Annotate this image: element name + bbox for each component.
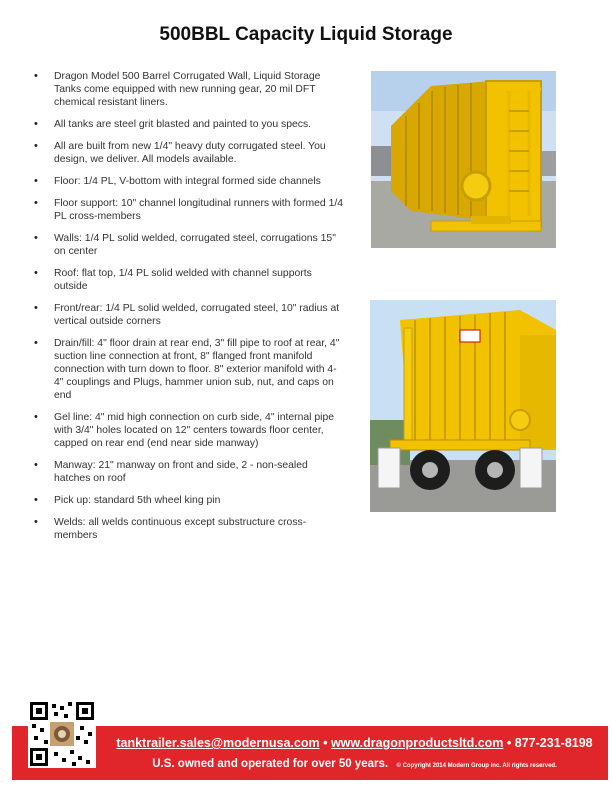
list-item-text: Floor: 1/4 PL, V-bottom with integral formed side channels [54,176,321,187]
bullet-dot: • [34,302,38,314]
bullet-dot: • [34,267,38,279]
tank-rear-photo [370,300,556,512]
list-item-text: Walls: 1/4 PL solid welded, corrugated steel, corrugations 15" on center [54,233,336,257]
list-item-text: Front/rear: 1/4 PL solid welded, corrugated steel, 10" radius at vertical outside corners [54,303,340,327]
bullet-dot: • [34,459,38,471]
bullet-dot: • [34,118,38,130]
copyright: © Copyright 2014 Modern Group Inc. All rights reserved. [396,763,557,769]
qr-code[interactable] [28,700,96,768]
list-item [28,494,346,507]
list-item [28,197,346,223]
list-item [28,516,346,542]
bullet-dot: • [34,411,38,423]
list-item [28,175,346,188]
list-item-text: Dragon Model 500 Barrel Corrugated Wall, Liquid Storage Tanks come equipped with new running gear, 20 mil DFT chemical resistant liners. [54,71,321,108]
spec-list [28,70,346,551]
tagline: U.S. owned and operated for over 50 years. [152,758,389,770]
bullet-dot: • [34,516,38,528]
tank-front-illustration [371,71,556,248]
footer-bar [12,726,608,780]
list-item [28,70,346,109]
separator: • [323,736,328,750]
tagline-line [107,754,602,772]
bullet-dot: • [34,337,38,349]
list-item [28,267,346,293]
tank-rear-illustration [370,300,556,512]
tank-front-photo [371,71,556,248]
list-item [28,459,346,485]
bullet-dot: • [34,175,38,187]
list-item [28,232,346,258]
list-item [28,337,346,402]
list-item-text: Floor support: 10" channel longitudinal runners with formed 1/4 PL cross-members [54,198,344,222]
list-item-text: Roof: flat top, 1/4 PL solid welded with channel supports outside [54,268,312,292]
website-link[interactable]: www.dragonproductsltd.com [330,736,504,750]
bullet-dot: • [34,232,38,244]
list-item-text: Drain/fill: 4" floor drain at rear end, 3" fill pipe to roof at rear, 4" suction line connection at front, 8" flanged front manifold connection with turn down to floor. 8" exterior manifold with 4-4" couplings and Plugs, hammer union sub, nut, and caps on end [54,338,340,401]
qr-code-icon [28,700,96,768]
contact-line [107,736,602,750]
list-item [28,118,346,131]
list-item [28,411,346,450]
list-item-text: All are built from new 1/4" heavy duty corrugated steel. You design, we deliver. All models available. [54,141,326,165]
list-item-text: All tanks are steel grit blasted and painted to you specs. [54,119,312,130]
phone-number: 877-231-8198 [514,736,593,750]
list-item-text: Welds: all welds continuous except substructure cross-members [54,517,307,541]
list-item-text: Manway: 21" manway on front and side, 2 - non-sealed hatches on roof [54,460,308,484]
bullet-dot: • [34,70,38,82]
list-item [28,302,346,328]
list-item-text: Pick up: standard 5th wheel king pin [54,495,221,506]
list-item-text: Gel line: 4" mid high connection on curb side, 4" internal pipe with 3/4" holes located on 12" centers towards floor center, capped on rear end (end near side manway) [54,412,335,449]
separator: • [506,736,512,750]
list-item [28,140,346,166]
email-link[interactable]: tanktrailer.sales@modernusa.com [116,736,320,750]
bullet-dot: • [34,197,38,209]
bullet-dot: • [34,140,38,152]
page-title: 500BBL Capacity Liquid Storage [159,24,453,45]
bullet-dot: • [34,494,38,506]
